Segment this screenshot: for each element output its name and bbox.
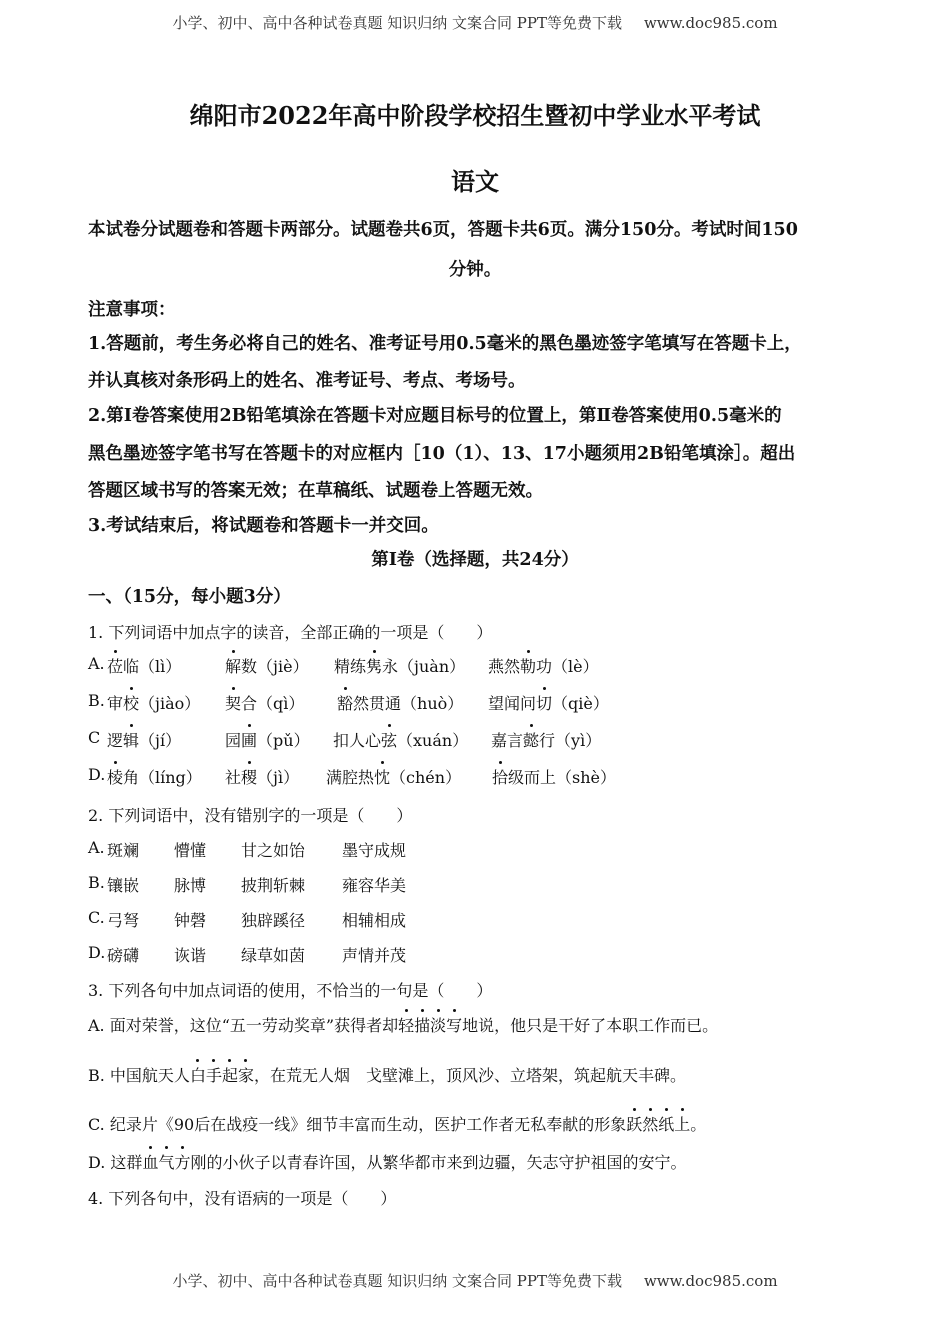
- emphasis-char: 写: [446, 1013, 462, 1036]
- word-item: 拾级而上（shè）: [492, 765, 616, 788]
- word-item: 棱角（líng）: [107, 765, 202, 788]
- notice-line: 3.考试结束后，将试题卷和答题卡一并交回。: [88, 516, 439, 536]
- word-item: 满腔热忱（chén）: [326, 765, 461, 788]
- emphasis-char: 描: [414, 1013, 430, 1036]
- word-item: 钟磬: [174, 911, 207, 930]
- word-item: 社稷（jì）: [225, 765, 299, 788]
- intro-line-1: 本试卷分试题卷和答题卡两部分。试题卷共6页，答题卡共6页。满分150分。考试时间150: [88, 220, 798, 240]
- emphasis-char: 方: [174, 1150, 190, 1173]
- footer-url[interactable]: www.doc985.com: [643, 1272, 778, 1290]
- emphasis-char: 血: [142, 1150, 158, 1173]
- emphasis-char: 纸: [658, 1112, 674, 1135]
- word-item: 披荆斩棘: [241, 876, 306, 895]
- word-item: 磅礴: [107, 946, 140, 965]
- word-item: 望闻问切（qiè）: [488, 691, 609, 714]
- option-label: B.: [88, 873, 105, 892]
- exam-title: 绵阳市2022年高中阶段学校招生暨初中学业水平考试: [189, 101, 761, 130]
- word-item: 园圃（pǔ）: [225, 728, 310, 751]
- option-label: D.: [88, 943, 106, 962]
- word-item: 甘之如饴: [241, 841, 306, 860]
- emphasis-char: 轻: [398, 1013, 414, 1036]
- intro-line-2: 分钟。: [448, 260, 502, 280]
- q3-option-d: D. 这群血气方刚的小伙子以青春许国，从繁华都市来到边疆，矢志守护祖国的安宁。: [88, 1150, 687, 1173]
- notice-line: 黑色墨迹签字笔书写在答题卡的对应框内［10（1）、13、17小题须用2B铅笔填涂］。超出: [88, 444, 796, 464]
- word-item: 相辅相成: [342, 911, 407, 930]
- footer-text: 小学、初中、高中各种试卷真题 知识归纳 文案合同 PPT等免费下载: [172, 1272, 622, 1290]
- emphasis-char: 跃: [626, 1112, 642, 1135]
- q3-option-b: B. 中国航天人白手起家，在荒无人烟 戈壁滩上，顶风沙、立塔架，筑起航天丰碑。: [88, 1063, 686, 1086]
- emphasis-char: 手: [206, 1063, 222, 1086]
- word-item: 墨守成规: [342, 841, 407, 860]
- emphasis-char: 然: [642, 1112, 658, 1135]
- word-item: 懵懂: [174, 841, 207, 860]
- option-label: B.: [88, 691, 105, 710]
- option-label: A.: [88, 654, 105, 673]
- word-item: 诙谐: [174, 946, 207, 965]
- exam-subject: 语文: [451, 167, 499, 196]
- word-item: 解数（jiè）: [225, 654, 309, 677]
- word-item: 镶嵌: [107, 876, 140, 895]
- word-item: 雍容华美: [342, 876, 407, 895]
- word-item: 声情并茂: [342, 946, 407, 965]
- emphasis-char: 气: [158, 1150, 174, 1173]
- option-label: A.: [88, 838, 105, 857]
- q3-option-a: A. 面对荣誉，这位“五一劳动奖章”获得者却轻描淡写地说，他只是干好了本职工作而已。: [88, 1013, 718, 1036]
- word-item: 斑斓: [107, 841, 140, 860]
- notice-line: 1.答题前，考生务必将自己的姓名、准考证号用0.5毫米的黑色墨迹签字笔填写在答题卡上，: [88, 334, 802, 354]
- notice-line: 2.第Ⅰ卷答案使用2B铅笔填涂在答题卡对应题目标号的位置上，第Ⅱ卷答案使用0.5毫米的: [88, 406, 782, 426]
- option-label: C.: [88, 908, 105, 927]
- question-2-stem: 2. 下列词语中，没有错别字的一项是（ ）: [88, 806, 413, 825]
- word-item: 独辟蹊径: [241, 911, 306, 930]
- word-item: 脉博: [174, 876, 207, 895]
- part-one-heading: 一、（15分，每小题3分）: [88, 587, 291, 607]
- q3-option-c: C. 纪录片《90后在战疫一线》细节丰富而生动，医护工作者无私奉献的形象跃然纸上。: [88, 1112, 706, 1135]
- question-3-stem: 3. 下列各句中加点词语的使用，不恰当的一句是（ ）: [88, 981, 493, 1000]
- word-item: 扣人心弦（xuán）: [333, 728, 468, 751]
- question-1-stem: 1. 下列词语中加点字的读音，全部正确的一项是（ ）: [88, 623, 493, 642]
- notice-line: 答题区域书写的答案无效；在草稿纸、试题卷上答题无效。: [88, 481, 543, 501]
- emphasis-char: 上: [674, 1112, 690, 1135]
- word-item: 精练隽永（juàn）: [334, 654, 465, 677]
- option-label: C: [88, 728, 101, 747]
- word-item: 燕然勒功（lè）: [488, 654, 599, 677]
- header-url[interactable]: www.doc985.com: [643, 14, 778, 32]
- word-item: 绿草如茵: [241, 946, 306, 965]
- word-item: 弓弩: [107, 911, 140, 930]
- notice-heading: 注意事项：: [88, 300, 176, 320]
- word-item: 审校（jiào）: [107, 691, 200, 714]
- emphasis-char: 淡: [430, 1013, 446, 1036]
- question-4-stem: 4. 下列各句中，没有语病的一项是（ ）: [88, 1189, 397, 1208]
- section-title: 第Ⅰ卷（选择题，共24分）: [371, 550, 579, 570]
- word-item: 豁然贯通（huò）: [337, 691, 463, 714]
- word-item: 莅临（lì）: [107, 654, 181, 677]
- emphasis-char: 家: [238, 1063, 254, 1086]
- notice-line: 并认真核对条形码上的姓名、准考证号、考点、考场号。: [88, 371, 526, 391]
- page-footer: [0, 1270, 950, 1291]
- word-item: 逻辑（jí）: [107, 728, 181, 751]
- word-item: 嘉言懿行（yì）: [491, 728, 601, 751]
- emphasis-char: 起: [222, 1063, 238, 1086]
- option-label: D.: [88, 765, 106, 784]
- emphasis-char: 白: [190, 1063, 206, 1086]
- header-text: 小学、初中、高中各种试卷真题 知识归纳 文案合同 PPT等免费下载: [172, 14, 622, 32]
- word-item: 契合（qì）: [225, 691, 304, 714]
- page-header: [0, 12, 950, 33]
